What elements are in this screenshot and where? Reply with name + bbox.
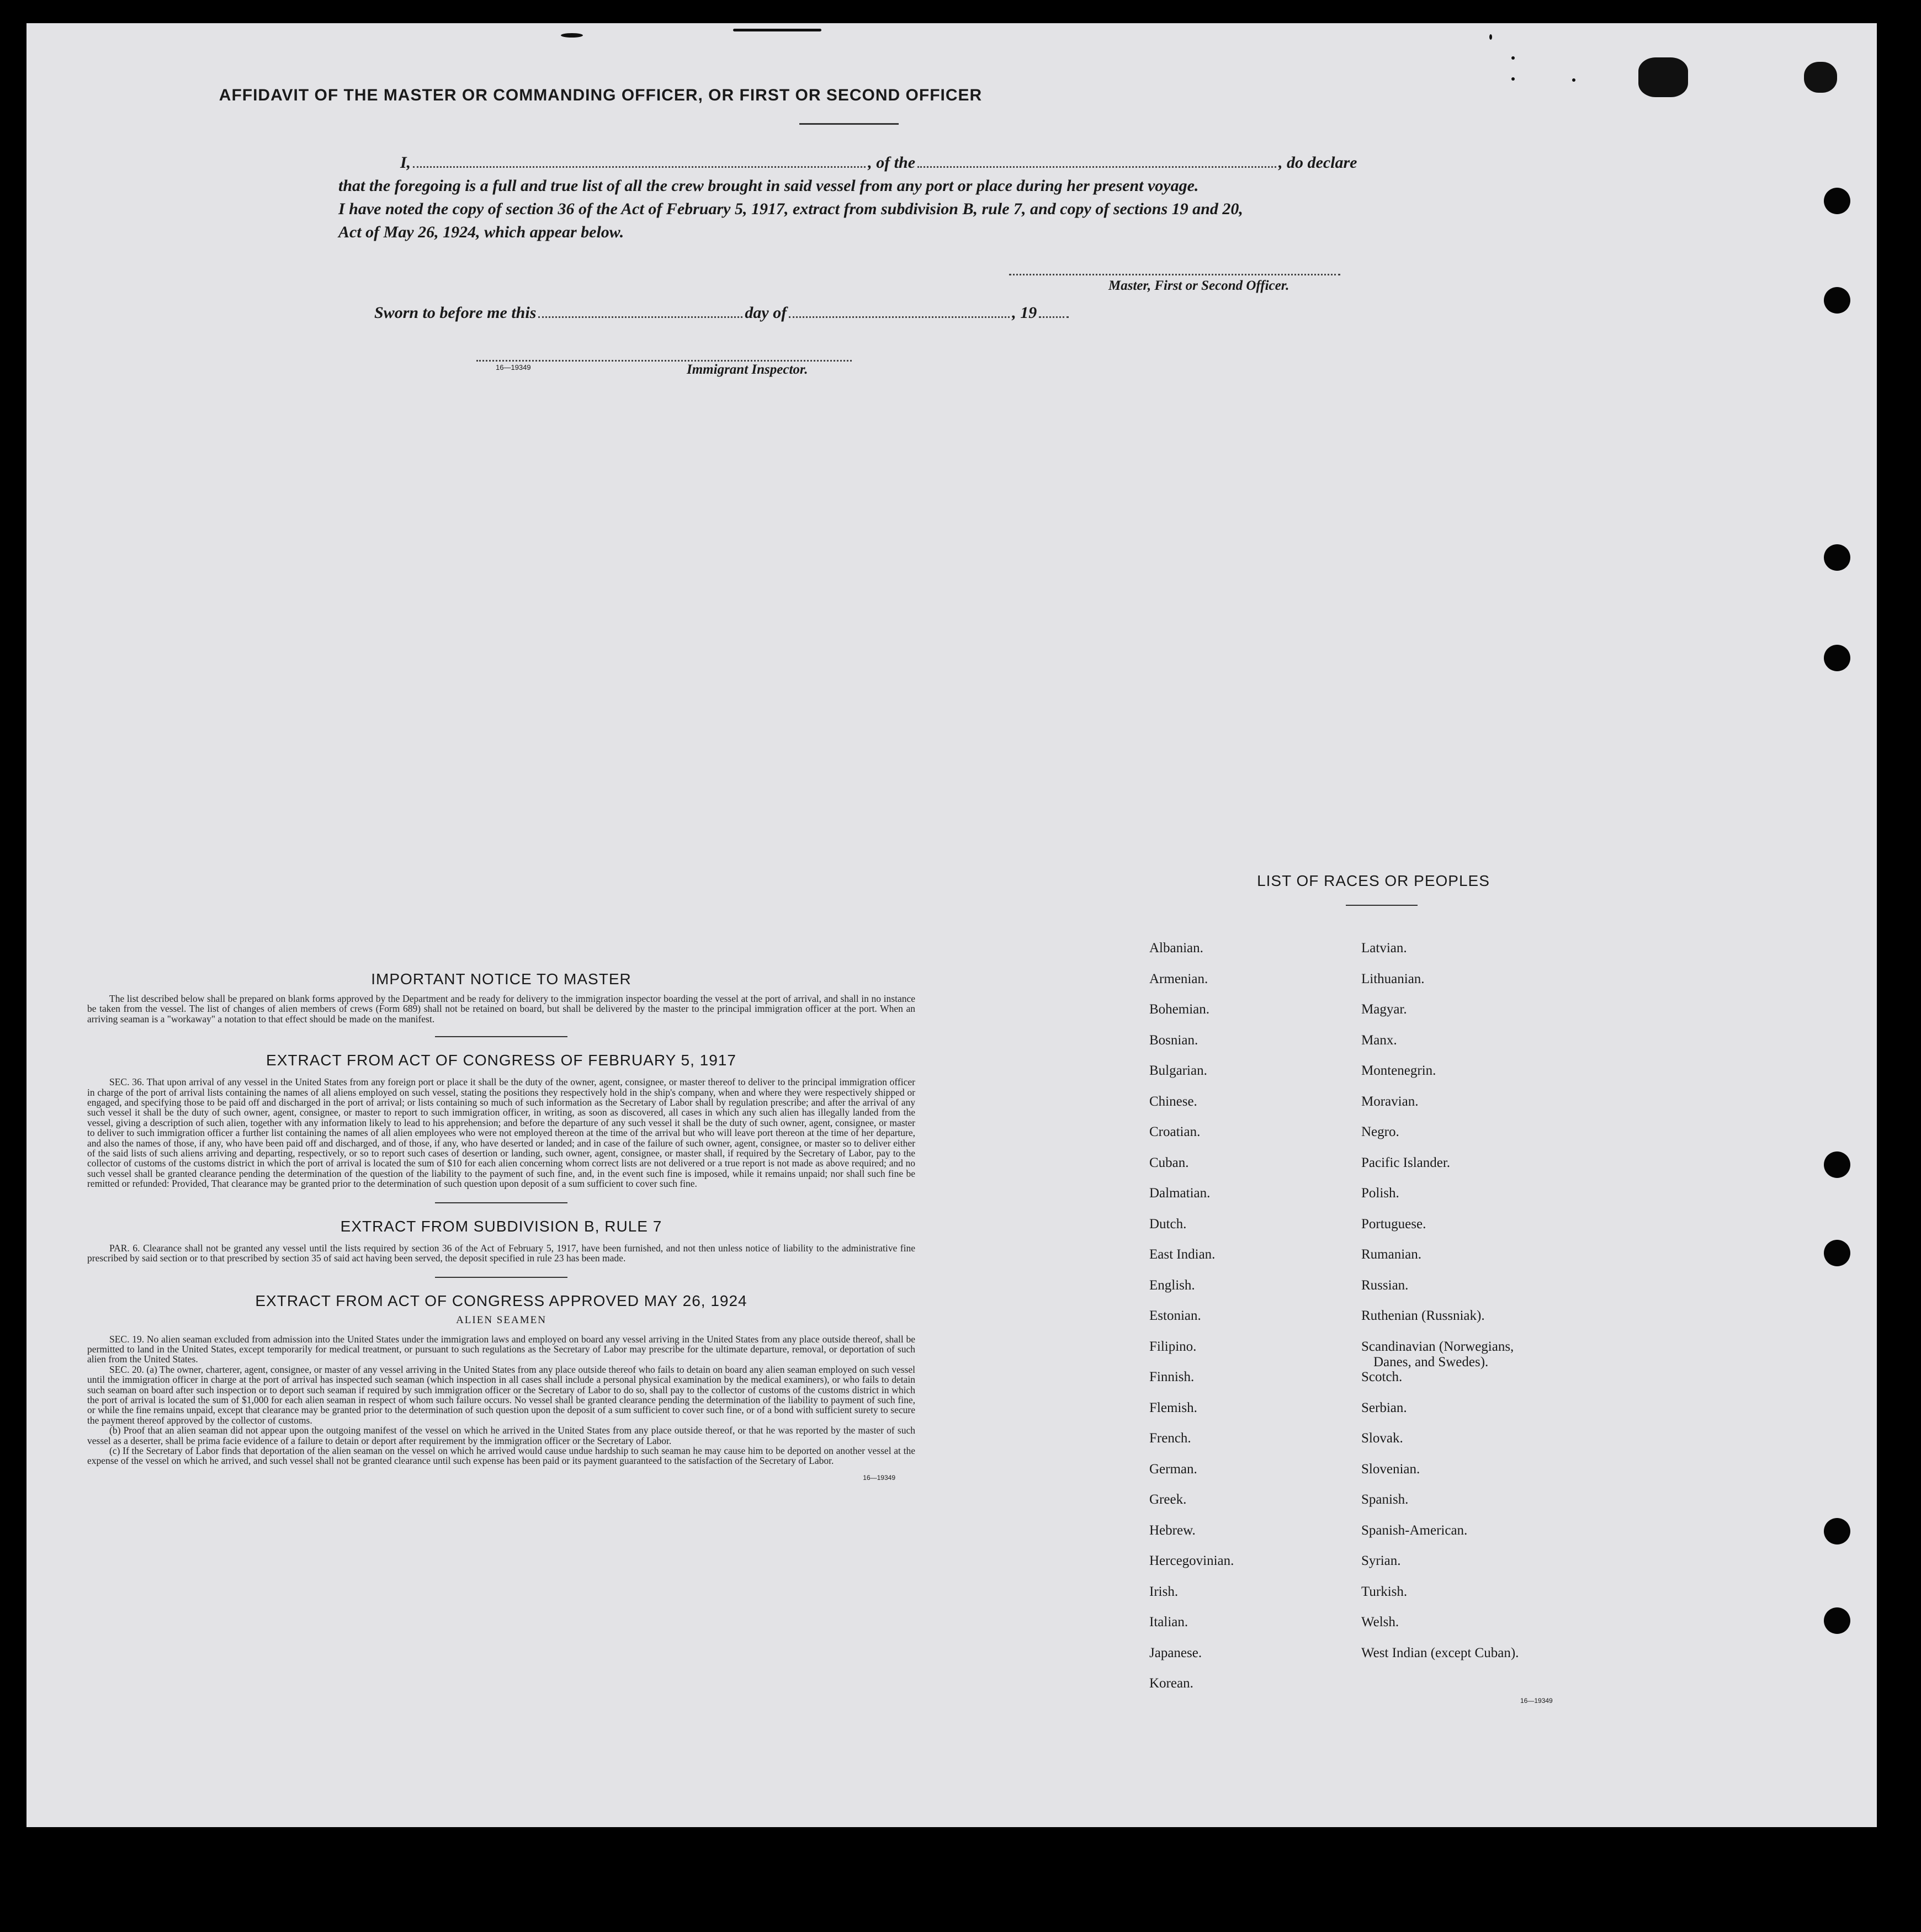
scan-speck [733, 29, 821, 31]
race-item: Scandinavian (Norwegians, [1361, 1339, 1514, 1354]
inspector-signature-line[interactable] [476, 360, 852, 362]
scan-speck [1489, 34, 1492, 40]
scan-speck [1511, 56, 1515, 60]
race-item: Pacific Islander. [1361, 1155, 1451, 1170]
sworn-month-field[interactable] [789, 316, 1010, 318]
race-item: Serbian. [1361, 1400, 1407, 1415]
notice-heading: IMPORTANT NOTICE TO MASTER [371, 970, 632, 988]
master-signature-line[interactable] [1009, 274, 1340, 275]
alien-seamen-subheading: ALIEN SEAMEN [456, 1314, 546, 1326]
extract-1917-heading: EXTRACT FROM ACT OF CONGRESS OF FEBRUARY 5, 1917 [266, 1052, 736, 1069]
race-item: Italian. [1149, 1615, 1188, 1630]
race-item: Dutch. [1149, 1216, 1187, 1232]
race-item: Armenian. [1149, 971, 1208, 986]
binder-hole [1824, 544, 1850, 571]
race-item: Lithuanian. [1361, 971, 1425, 986]
sec19-body: SEC. 19. No alien seaman excluded from admission into the United States under the immigration laws and employed on board any vessel arriving in the United States from any place outside thereof, shall be permitted to land in the United States, except temporarily for medical treatment, or pursuant to such regulations as the Secretary of Labor may prescribe for the ultimate departure, removal, or deportation of such alien from the United States. [87, 1333, 915, 1365]
sworn-line [374, 304, 1071, 322]
sec20c-body: (c) If the Secretary of Labor finds that deportation of the alien seaman on the vessel on which he arrived would cause undue hardship to such seaman he may cause him to be deported on another vessel at the expense of the vessel on which he arrived, and such vessel shall not be granted clearance until such expense has been paid or its payment guaranteed to the satisfaction of the Secretary of Labor. [87, 1445, 915, 1467]
race-item: Spanish. [1361, 1492, 1409, 1507]
binder-hole [1824, 1151, 1850, 1178]
affidavit-form-number: 16—19349 [496, 363, 531, 371]
race-item: Montenegrin. [1361, 1063, 1436, 1078]
race-item: Spanish-American. [1361, 1522, 1468, 1538]
scan-speck [1572, 78, 1575, 82]
race-item: West Indian (except Cuban). [1361, 1645, 1519, 1660]
scan-speck [1638, 57, 1688, 97]
race-item: East Indian. [1149, 1247, 1216, 1262]
race-item: Korean. [1149, 1676, 1193, 1691]
race-item: Ruthenian (Russniak). [1361, 1308, 1485, 1323]
race-item: Danes, and Swedes). [1373, 1354, 1489, 1370]
title-rule [799, 123, 899, 125]
race-item: Bulgarian. [1149, 1063, 1207, 1078]
rule7-body: PAR. 6. Clearance shall not be granted any vessel until the lists required by section 36 of the Act of February 5, 1917, have been furnished, and not then unless notice of liability to the administrative fine prescribed by said section or to that prescribed by section 35 of said act having been served, the deposit specified in rule 23 has been made. [87, 1242, 915, 1264]
sworn-date-field[interactable] [538, 316, 742, 318]
left-notices [87, 970, 915, 1482]
race-item: Croatian. [1149, 1124, 1201, 1139]
race-item: French. [1149, 1431, 1191, 1446]
race-item: Turkish. [1361, 1584, 1408, 1599]
race-item: Bosnian. [1149, 1032, 1198, 1048]
day-of-label: day of [745, 304, 787, 322]
races-form-number: 16—19349 [1520, 1697, 1553, 1705]
race-item: Greek. [1149, 1492, 1187, 1507]
race-item: Albanian. [1149, 941, 1203, 956]
race-item: German. [1149, 1461, 1197, 1477]
race-item: Polish. [1361, 1186, 1399, 1201]
section-divider [435, 1202, 567, 1203]
section-divider [435, 1036, 567, 1037]
scan-speck [1511, 77, 1515, 81]
sworn-year-field[interactable] [1039, 316, 1069, 318]
declarant-label: I, [400, 153, 411, 172]
race-item: Dalmatian. [1149, 1186, 1211, 1201]
race-item: Irish. [1149, 1584, 1179, 1599]
race-item: Estonian. [1149, 1308, 1201, 1323]
declare-label: , do declare [1278, 153, 1357, 172]
races-rule [1346, 905, 1418, 906]
affidavit-text [338, 151, 1404, 244]
scan-speck [1804, 62, 1837, 93]
extract-1917-body: SEC. 36. That upon arrival of any vessel in the United States from any foreign port or place it shall be the duty of the owner, agent, consignee, or master thereof to deliver to the principal immigration officer in charge of the port of arrival lists containing the names of all aliens employed on such vessel, stating the positions they respectively hold in the ship's company, when and where they were respectively shipped or engaged, and specifying those to be paid off and discharged in the port of arrival; or lists containing so much of such information as the Secretary of Labor shall by regulation prescribe; and after the arrival of any such vessel it shall be the duty of such owner, agent, consignee, or master to report to such immigration officer, in writing, as soon as discovered, all cases in which any such alien has illegally landed from the vessel, giving a description of such alien, together with any information likely to lead to his apprehension; and before the departure of any such vessel it shall be the duty of such owner, agent, consignee, or master to deliver to such immigration officer a further list containing the names of all alien employees who were not employed thereon at the time of the arrival but who will leave port thereon at the time of her departure, and also the names of those, if any, who have been paid off and discharged, and of those, if any, who have deserted or landed; and in case of the failure of such owner, agent, consignee, or master so to deliver either of the said lists of such aliens arriving and departing, respectively, or so to report such cases of desertion or landing, such owner, agent, consignee, or master shall, if required by the Secretary of Labor, pay to the collector of customs of the customs district in which the port of arrival is located the sum of $10 for each alien concerning whom correct lists are not delivered or a true report is not made as above required; and no such vessel shall be granted clearance pending the determination of the question of the liability to the payment of such fine, and, in the event such fine is imposed, while it remains unpaid; nor shall such fine be remitted or refunded: Provided, That clearance may be granted prior to the determination of such question upon deposit of a sum sufficient to cover such fine. [87, 1076, 915, 1190]
race-item: Hercegovinian. [1149, 1553, 1234, 1568]
affidavit-title: AFFIDAVIT OF THE MASTER OR COMMANDING OFFICER, OR FIRST OR SECOND OFFICER [219, 86, 983, 104]
race-item: Moravian. [1361, 1094, 1419, 1109]
race-item: Negro. [1361, 1124, 1399, 1139]
notice-body: The list described below shall be prepared on blank forms approved by the Department and be ready for delivery to the immigration inspector boarding the vessel at the port of arrival, and shall in no instance be taken from the vessel. The list of changes of alien members of crews (Form 689) shall not be retained on board, but shall be delivered by the master to the principal immigration officer at the port. When an arriving seaman is a "workaway" a notation to that effect should be made on the manifest. [87, 993, 915, 1025]
race-item: Scotch. [1361, 1370, 1403, 1384]
race-item: Portuguese. [1361, 1216, 1426, 1232]
binder-hole [1824, 1240, 1850, 1266]
year-label: , 19 [1012, 304, 1037, 322]
vessel-label: , of the [868, 153, 916, 172]
race-item: Japanese. [1149, 1645, 1202, 1660]
race-item: Cuban. [1149, 1155, 1189, 1170]
binder-hole [1824, 1607, 1850, 1634]
declarant-name-field[interactable] [413, 166, 866, 168]
affidavit-line-2: that the foregoing is a full and true list of all the crew brought in said vessel from any port or place during her present voyage. [338, 177, 1199, 195]
document-page [26, 23, 1877, 1827]
scan-speck [561, 33, 583, 38]
race-item: English. [1149, 1277, 1195, 1293]
race-item: Filipino. [1149, 1339, 1197, 1354]
extract-form-number: 16—19349 [863, 1473, 895, 1482]
race-item: Chinese. [1149, 1094, 1197, 1109]
race-item: Welsh. [1361, 1615, 1399, 1630]
inspector-label: Immigrant Inspector. [687, 362, 808, 377]
binder-hole [1824, 188, 1850, 214]
affidavit-line-1 [338, 151, 1404, 174]
races-heading: LIST OF RACES OR PEOPLES [1257, 872, 1490, 889]
race-item: Latvian. [1361, 941, 1407, 956]
race-item: Slovak. [1361, 1431, 1403, 1446]
vessel-name-field[interactable] [917, 166, 1276, 168]
sec20b-body: (b) Proof that an alien seaman did not appear upon the outgoing manifest of the vessel on which he arrived in the United States from any place outside thereof, or that he was reported by the master of such vessel as a deserter, shall be prima facie evidence of a failure to detain or deport after requirement by the immigration officer or the Secretary of Labor. [87, 1425, 915, 1446]
race-item: Bohemian. [1149, 1002, 1210, 1017]
race-item: Syrian. [1361, 1553, 1401, 1568]
race-item: Manx. [1361, 1032, 1397, 1048]
sec20a-body: SEC. 20. (a) The owner, charterer, agent, consignee, or master of any vessel arriving in the United States from any place outside thereof who fails to detain on board any alien seaman employed on such vessel until the immigration officer in charge at the port of arrival has inspected such seaman (which inspection in all cases shall include a personal physical examination by the medical examiners), or who fails to detain such seaman on board after such inspection or to deport such seaman if required by such immigration officer or the Secretary of Labor to do so, shall pay to the collector of customs of the customs district in which the port of arrival is located the sum of $1,000 for each alien seaman in respect of whom such failure occurs. No vessel shall be granted clearance pending the determination of the liability to payment of such fine, or while the fine remains unpaid, except that clearance may be granted prior to the determination of such question upon the deposit of a sum sufficient to cover such fine, or of a bond with sufficient surety to secure the payment thereof approved by the collector of customs. [87, 1363, 915, 1426]
race-item: Flemish. [1149, 1400, 1197, 1415]
race-item: Magyar. [1361, 1002, 1407, 1017]
race-item: Hebrew. [1149, 1522, 1196, 1538]
race-item: Rumanian. [1361, 1247, 1422, 1262]
rule7-heading: EXTRACT FROM SUBDIVISION B, RULE 7 [340, 1217, 662, 1235]
affidavit-line-3: I have noted the copy of section 36 of the Act of February 5, 1917, extract from subdivision B, rule 7, and copy of sections 19 and 20, [338, 200, 1243, 218]
race-item: Russian. [1361, 1277, 1409, 1293]
extract-1924-heading: EXTRACT FROM ACT OF CONGRESS APPROVED MAY 26, 1924 [255, 1292, 747, 1309]
affidavit-line-4: Act of May 26, 1924, which appear below. [338, 223, 624, 241]
section-divider [435, 1277, 567, 1278]
master-signature-label: Master, First or Second Officer. [1108, 278, 1289, 293]
binder-hole [1824, 645, 1850, 671]
binder-hole [1824, 1518, 1850, 1544]
race-item: Finnish. [1149, 1370, 1195, 1384]
sworn-label: Sworn to before me this [374, 304, 537, 322]
race-item: Slovenian. [1361, 1461, 1420, 1477]
binder-hole [1824, 287, 1850, 314]
